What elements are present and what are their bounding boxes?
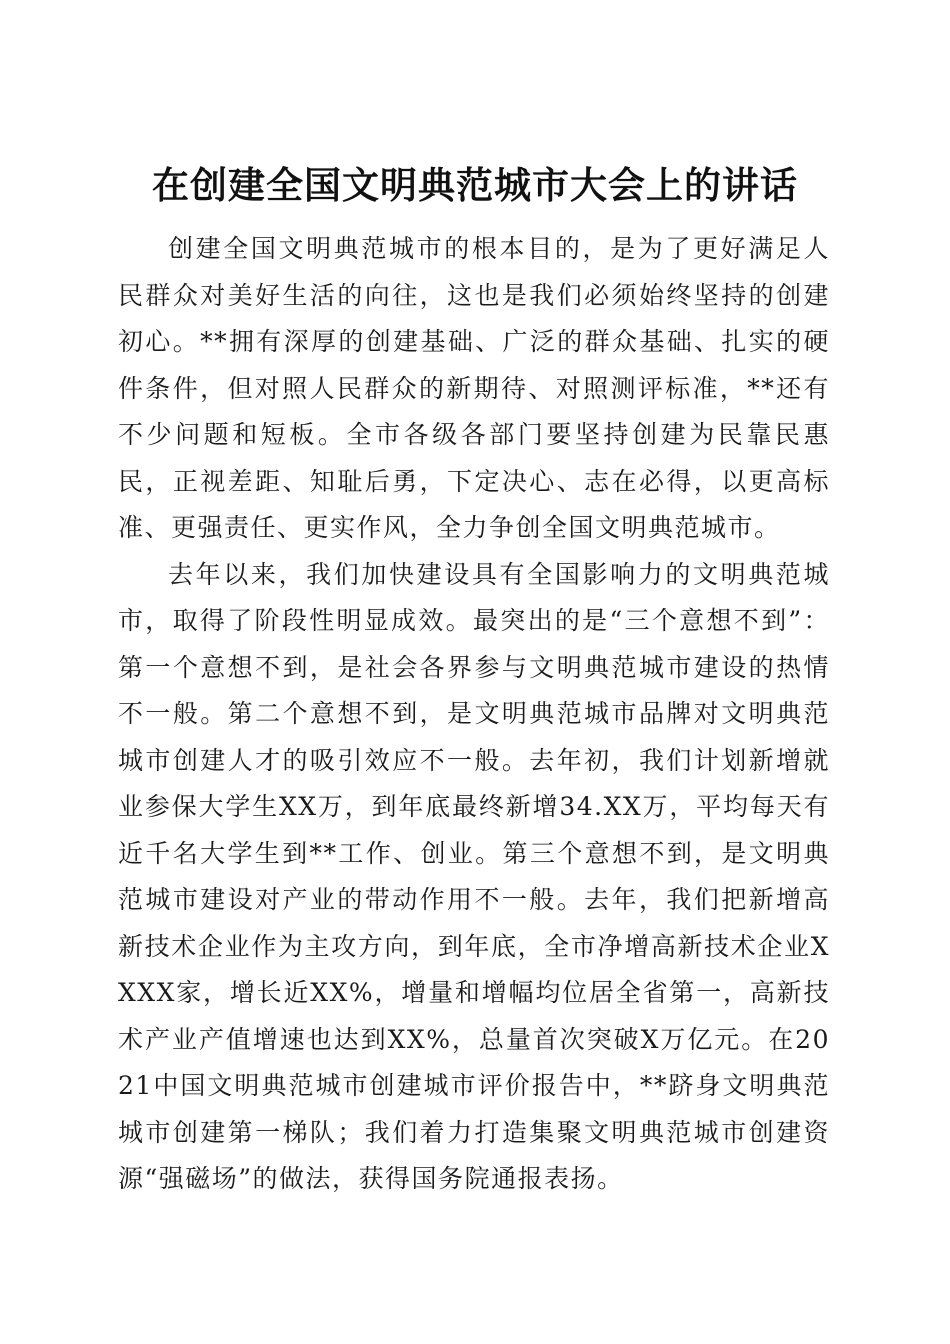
paragraph: 创建全国文明典范城市的根本目的，是为了更好满足人民群众对美好生活的向往，这也是我们必须始终坚持的创建初心。**拥有深厚的创建基础、广泛的群众基础、扎实的硬件条件，但对照人民群众的新期待、对照测评标准，**还有不少问题和短板。全市各级各部门要坚持创建为民靠民惠民，正视差距、知耻后勇，下定决心、志在必得，以更高标准、更强责任、更实作风，全力争创全国文明典范城市。 — [118, 234, 830, 542]
paragraph: 去年以来，我们加快建设具有全国影响力的文明典范城市，取得了阶段性明显成效。最突出的是“三个意想不到”：第一个意想不到，是社会各界参与文明典范城市建设的热情不一般。第二个意想不到，是文明典范城市品牌对文明典范城市创建人才的吸引效应不一般。去年初，我们计划新增就业参保大学生XX万，到年底最终新增34.XX万，平均每天有近千名大学生到**工作、创业。第三个意想不到，是文明典范城市建设对产业的带动作用不一般。去年，我们把新增高新技术企业作为主攻方向，到年底，全市净增高新技术企业XXXX家，增长近XX%，增量和增幅均位居全省第一，高新技术产业产值增速也达到XX%，总量首次突破X万亿元。在2021中国文明典范城市创建城市评价报告中，**跻身文明典范城市创建第一梯队；我们着力打造集聚文明典范城市创建资源“强磁场”的做法，获得国务院通报表扬。 — [118, 559, 830, 1193]
document-body — [118, 226, 830, 1203]
document-title: 在创建全国文明典范城市大会上的讲话 — [152, 162, 798, 207]
